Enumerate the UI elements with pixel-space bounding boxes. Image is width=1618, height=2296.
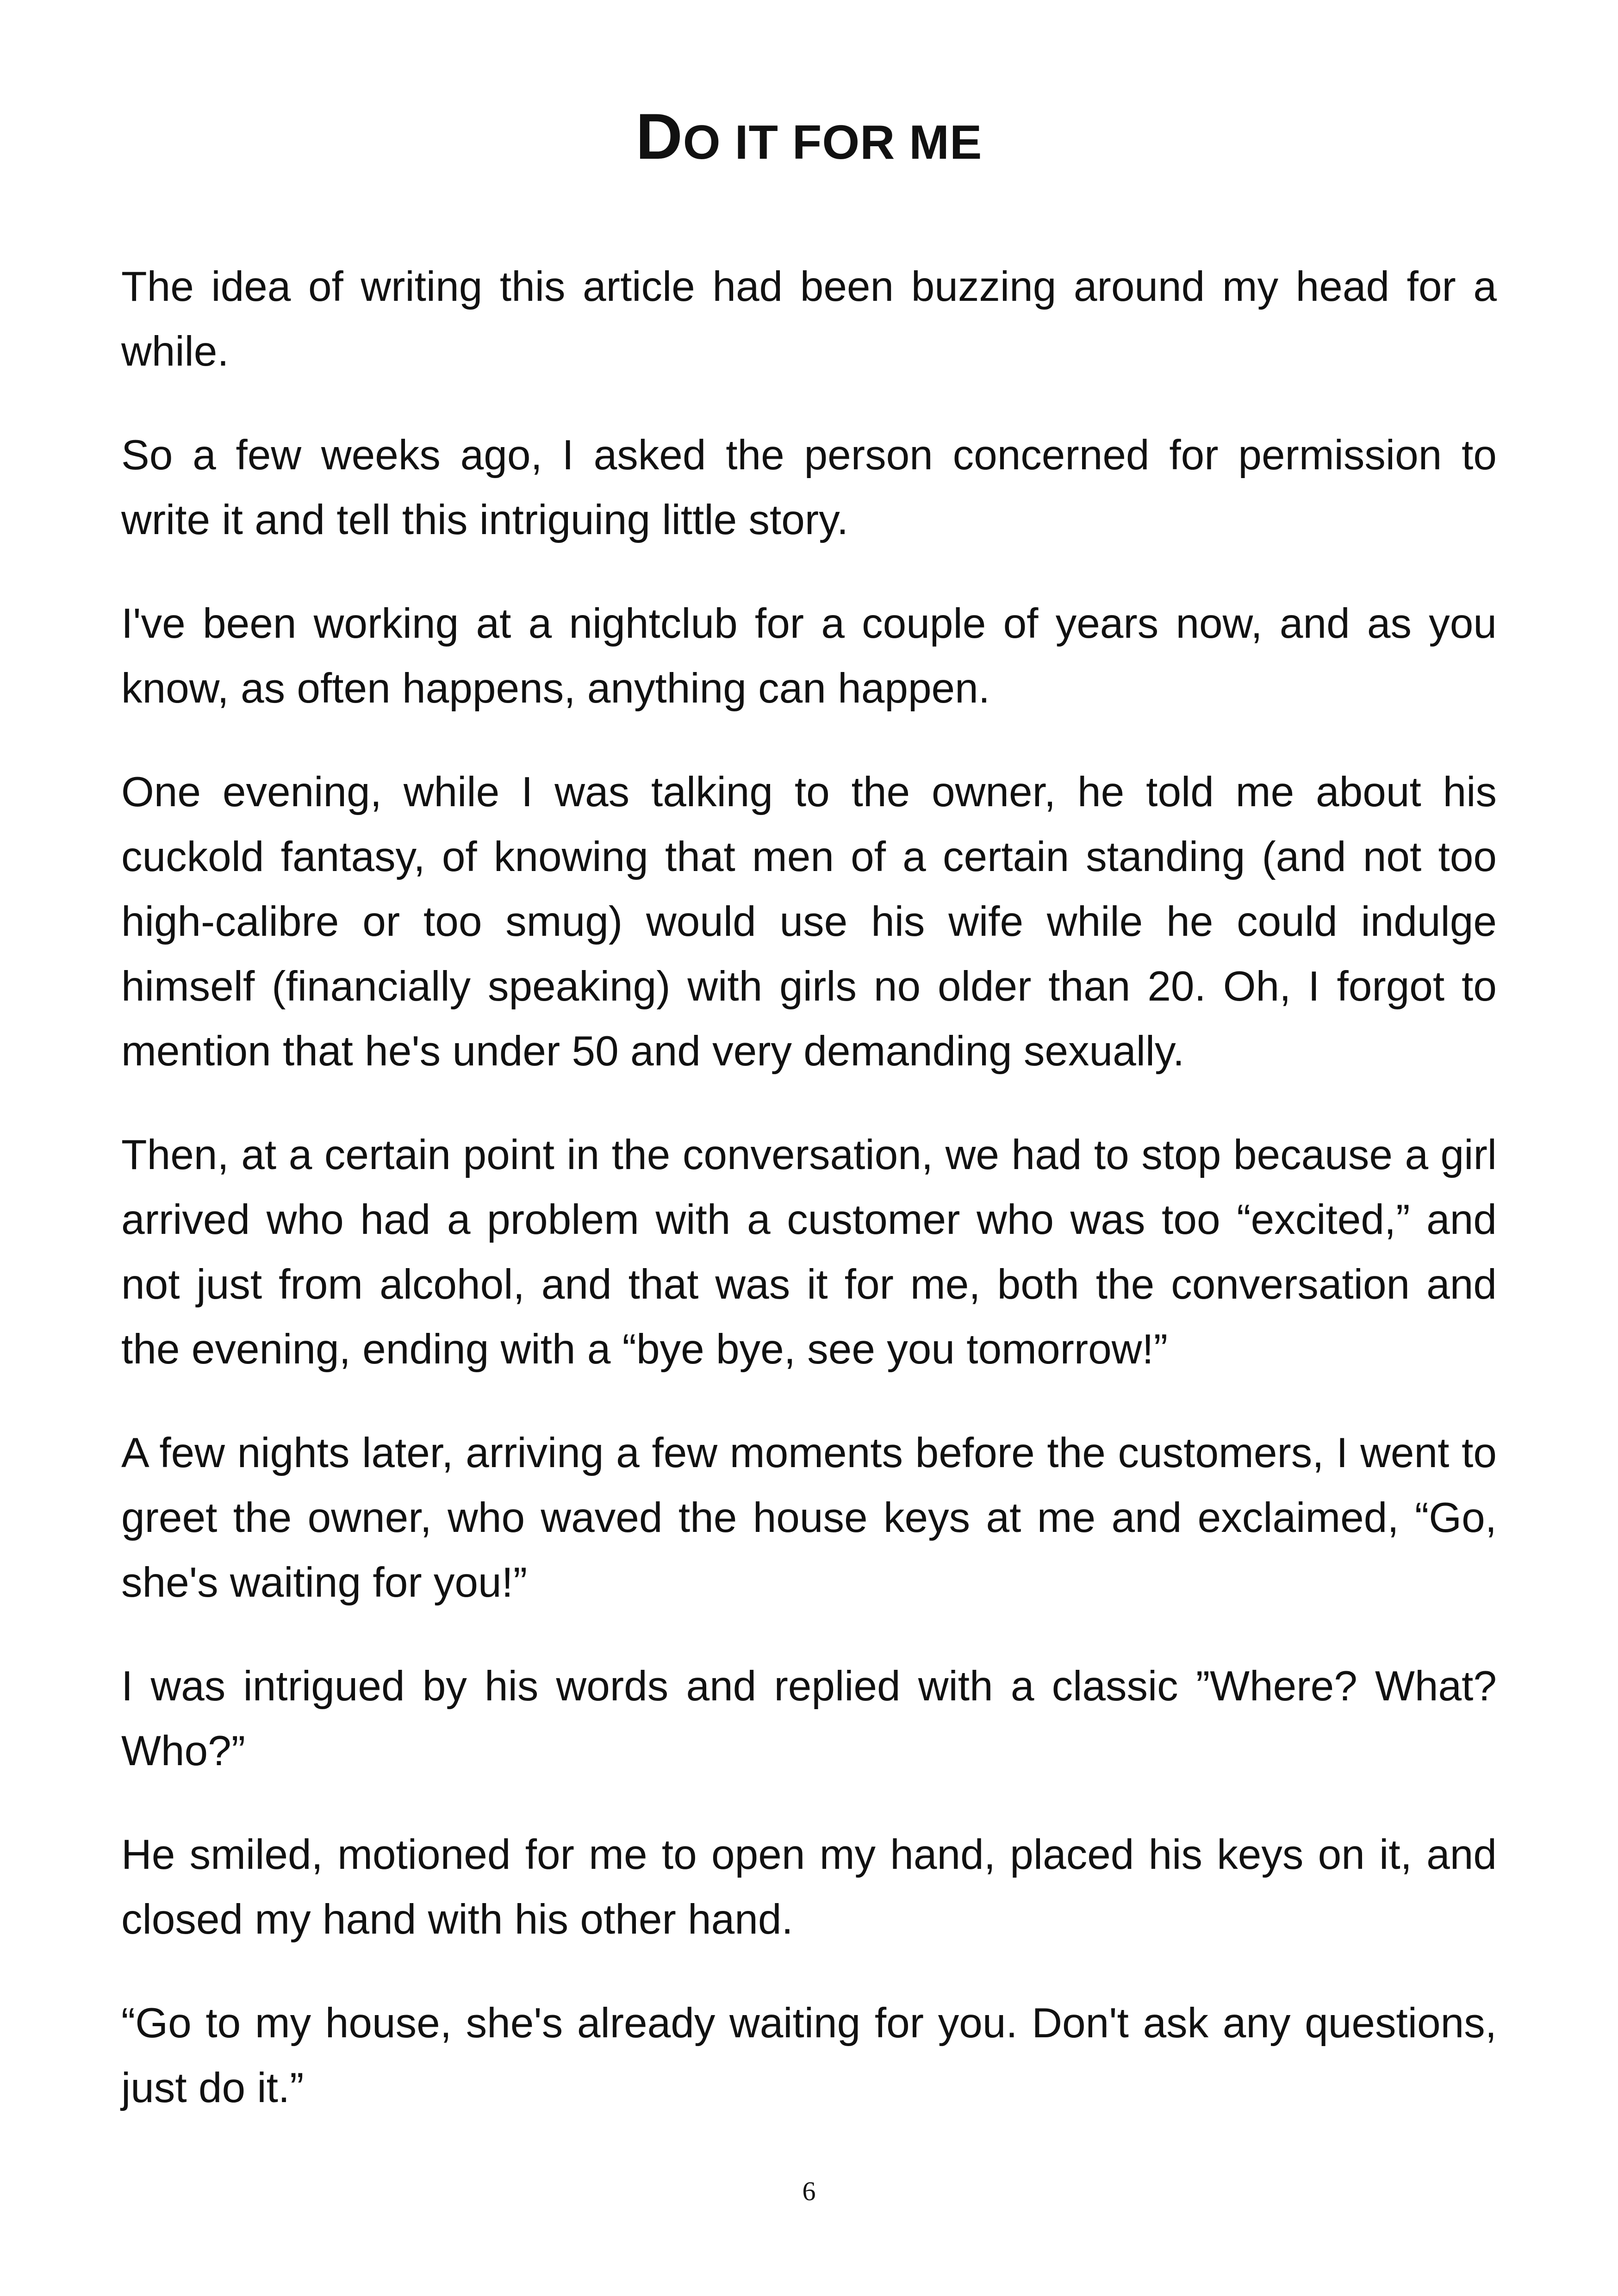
document-page	[121, 0, 1497, 2296]
paragraph-5: Then, at a certain point in the conversation, we had to stop because a girl arrived who had a problem with a customer who was too “excited,” and not just from alcohol, and that was it for me, both the conversation and the evening, ending with a “bye bye, see you tomorrow!”	[121, 1132, 1497, 1373]
paragraph-8: He smiled, motioned for me to open my hand, placed his keys on it, and closed my hand with his other hand.	[121, 1831, 1497, 1943]
paragraph-1: The idea of writing this article had been buzzing around my head for a while.	[121, 263, 1497, 375]
paragraph-9: “Go to my house, she's already waiting for you. Don't ask any questions, just do it.”	[121, 2000, 1497, 2111]
paragraph-6: A few nights later, arriving a few moments before the customers, I went to greet the owner, who waved the house keys at me and exclaimed, “Go, she's waiting for you!”	[121, 1430, 1497, 1606]
paragraph-7: I was intrigued by his words and replied with a classic ”Where? What? Who?”	[121, 1663, 1497, 1774]
paragraph-3: I've been working at a nightclub for a couple of years now, and as you know, as often happens, anything can happen.	[121, 600, 1497, 712]
page-number: 6	[802, 2176, 816, 2206]
page-title	[121, 95, 1497, 184]
article-body	[121, 255, 1497, 2159]
title-rest: O IT FOR ME	[683, 116, 983, 169]
title-first-letter: D	[635, 100, 683, 173]
paragraph-4: One evening, while I was talking to the owner, he told me about his cuckold fantasy, of knowing that men of a certain standing (and not too high-calibre or too smug) would use his wife while he could indulge himself (financially speaking) with girls no older than 20. Oh, I forgot to mention that he's under 50 and very demanding sexually.	[121, 769, 1497, 1075]
paragraph-2: So a few weeks ago, I asked the person concerned for permission to write it and tell this intriguing little story.	[121, 432, 1497, 543]
